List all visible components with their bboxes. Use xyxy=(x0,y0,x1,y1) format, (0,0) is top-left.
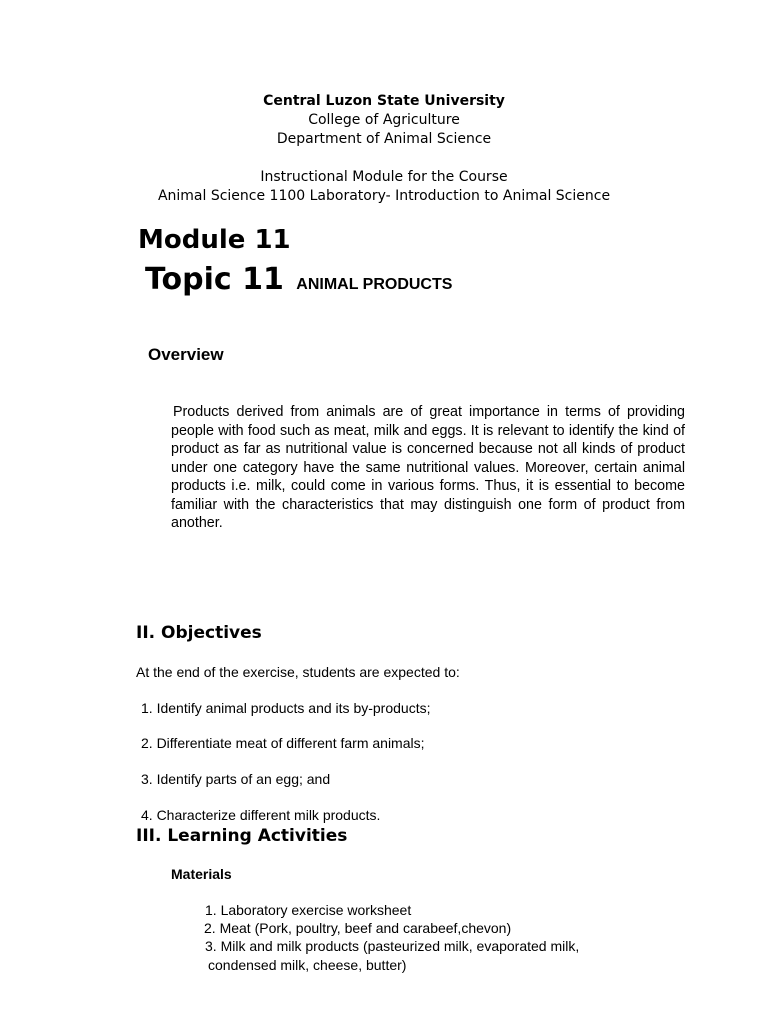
material-item: 2. Meat (Pork, poultry, beef and carabeef,chevon) xyxy=(204,920,512,936)
university-name: Central Luzon State University xyxy=(263,93,505,109)
overview-paragraph: Products derived from animals are of great importance in terms of providing people with food such as meat, milk and eggs. It is relevant to identify the kind of product as far as nutritional value is concerned because not all kinds of product under one category have the same nutritional values. Moreover, certain animal products i.e. milk, could come in various forms. Thus, it is essential to become familiar with the characteristics that may distinguish one form of product from another. xyxy=(171,404,685,531)
material-item: condensed milk, cheese, butter) xyxy=(208,957,407,973)
material-item: 1. Laboratory exercise worksheet xyxy=(205,902,412,918)
department-name: Department of Animal Science xyxy=(276,131,492,147)
objective-item: 4. Characterize different milk products. xyxy=(141,807,381,823)
course-title: Animal Science 1100 Laboratory- Introduction to Animal Science xyxy=(157,188,611,204)
overview-heading: Overview xyxy=(148,345,224,364)
college-name: College of Agriculture xyxy=(308,112,460,128)
module-title: Module 11 xyxy=(138,225,291,255)
objectives-heading: II. Objectives xyxy=(136,623,262,643)
objectives-intro: At the end of the exercise, students are expected to: xyxy=(136,664,460,680)
objective-item: 2. Differentiate meat of different farm animals; xyxy=(141,735,425,751)
topic-title: Topic 11 xyxy=(145,262,284,297)
topic-subtitle: ANIMAL PRODUCTS xyxy=(296,276,453,293)
objective-item: 3. Identify parts of an egg; and xyxy=(141,771,331,787)
objective-item: 1. Identify animal products and its by-products; xyxy=(141,700,431,716)
module-intro: Instructional Module for the Course xyxy=(260,169,508,185)
materials-heading: Materials xyxy=(171,866,232,882)
topic-line xyxy=(145,261,452,299)
learning-activities-heading: III. Learning Activities xyxy=(136,826,348,846)
material-item: 3. Milk and milk products (pasteurized milk, evaporated milk, xyxy=(205,938,580,954)
